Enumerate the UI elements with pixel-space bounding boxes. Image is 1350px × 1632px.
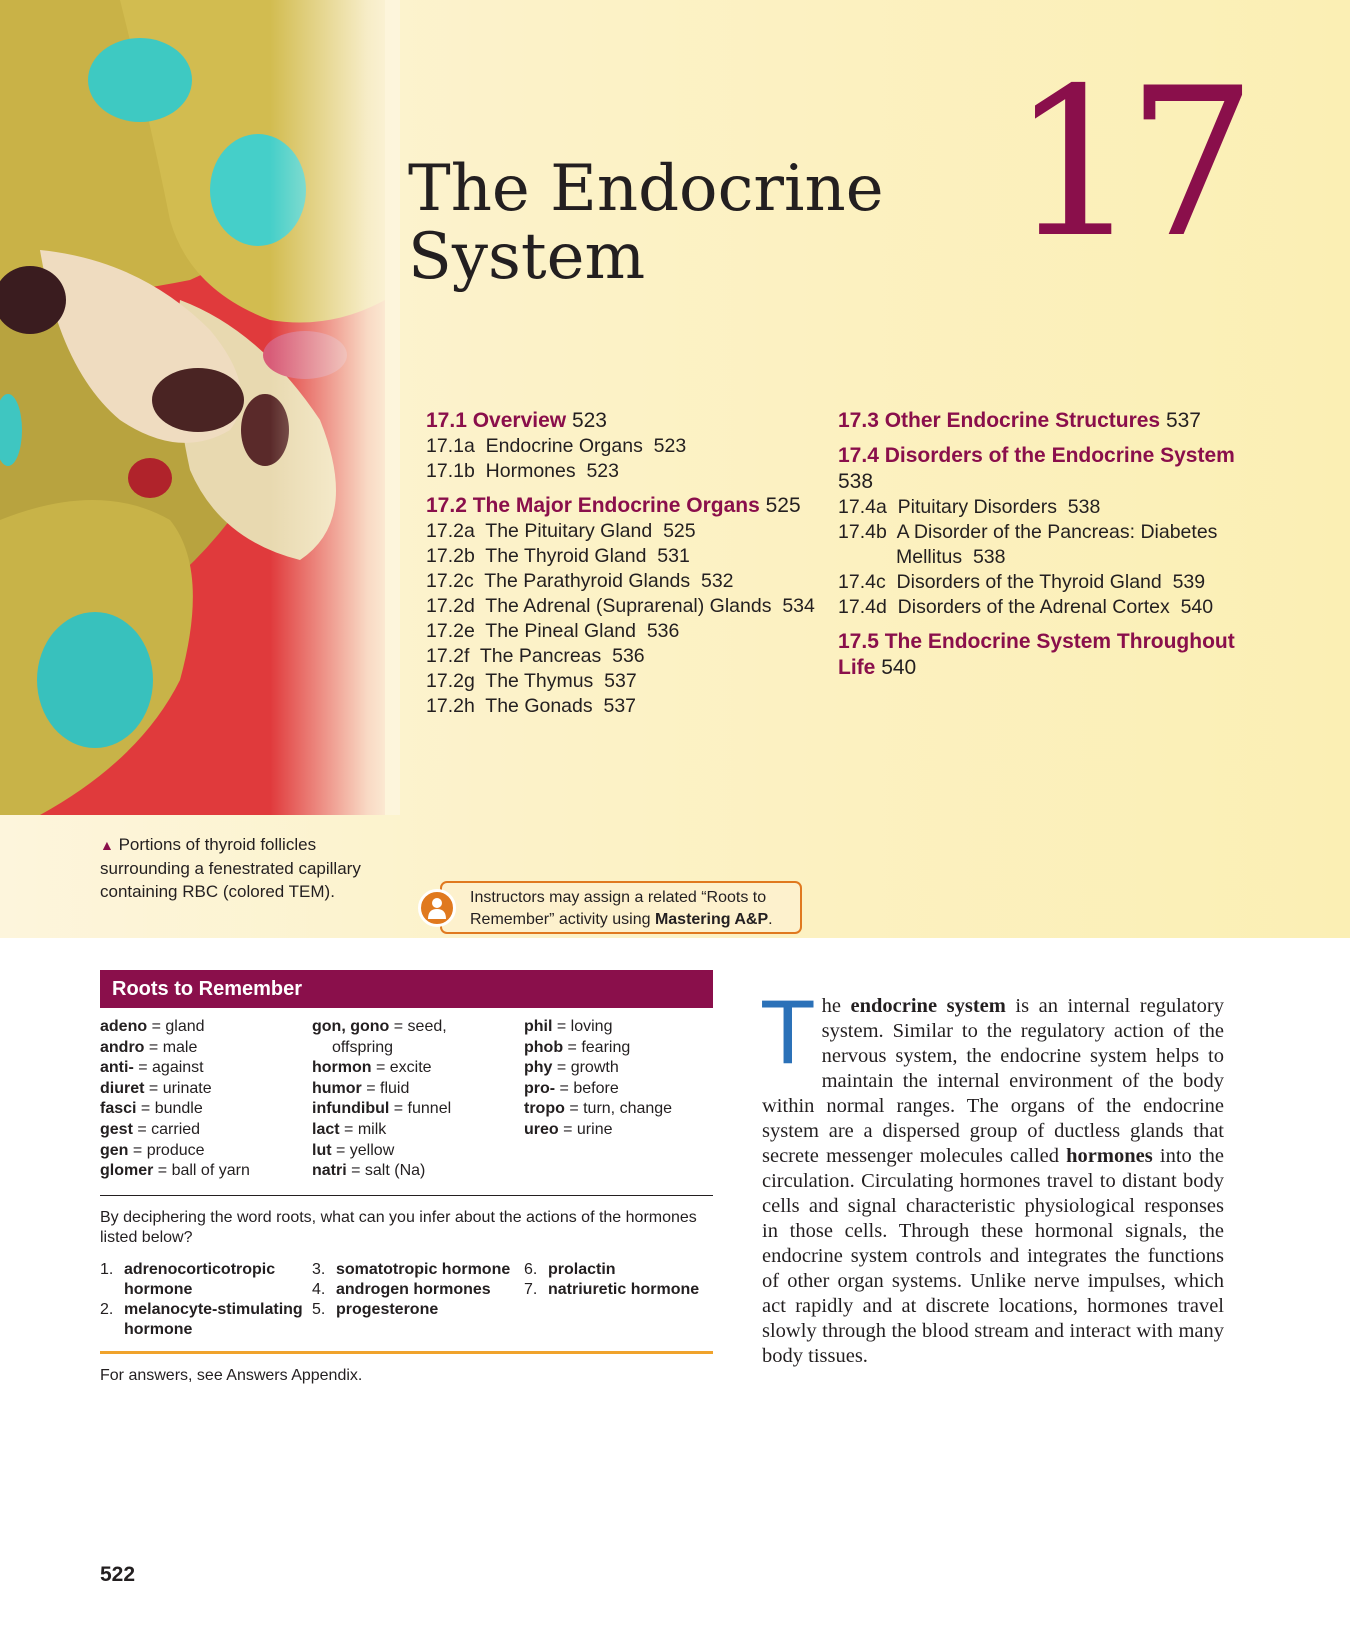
roots-to-remember-box (100, 889, 773, 1386)
answers-note: For answers, see Answers Appendix. (100, 1367, 363, 1384)
divider (100, 1195, 713, 1196)
hormone-list (100, 1260, 713, 1346)
toc-item[interactable]: 17.2g The Thymus 537 (426, 670, 637, 692)
toc-item[interactable]: 17.2h The Gonads 537 (426, 695, 637, 717)
chapter-title (408, 152, 928, 294)
caption-text: Portions of thyroid follicles surrounding a fenestrated capillary containing RBC (colored TEM). (100, 835, 361, 901)
toc-item[interactable]: 17.2b The Thyroid Gland 531 (426, 545, 690, 567)
toc-item[interactable]: 17.4c Disorders of the Thyroid Gland 539 (838, 571, 1206, 593)
hormone-item: 4. androgen hormones (312, 1281, 491, 1298)
word-root: natri = salt (Na) (312, 1162, 426, 1180)
key-term: hormones (1066, 1145, 1153, 1167)
hormone-item: 3. somatotropic hormone (312, 1261, 511, 1278)
word-root: phy = growth (524, 1059, 619, 1077)
word-root: humor = fluid (312, 1079, 410, 1097)
word-root: phil = loving (524, 1018, 613, 1035)
roots-title: Roots to Remember (112, 978, 303, 1000)
hormone-item: 6. prolactin (524, 1261, 616, 1278)
word-roots-column-1 (100, 1017, 305, 1182)
hormone-item: 1. adrenocorticotropic hormone (100, 1261, 276, 1298)
toc-item[interactable]: 17.4b A Disorder of the Pancreas: Diabetes Mellitus 538 (838, 521, 1218, 568)
word-root: ureo = urine (524, 1120, 613, 1138)
instructor-icon (418, 889, 456, 927)
chapter-number: 17 (1010, 45, 1243, 283)
word-root: adeno = gland (100, 1018, 205, 1035)
toc-section-17-5[interactable]: 17.5 The Endocrine System Throughout Life 540 (838, 630, 1235, 679)
toc-item[interactable]: 17.1a Endocrine Organs 523 (426, 435, 687, 457)
word-root: gest = carried (100, 1120, 201, 1138)
word-root: pro- = before (524, 1079, 619, 1097)
toc-item[interactable]: 17.2a The Pituitary Gland 525 (426, 520, 696, 542)
chapter-title-line-1: The Endocrine (408, 152, 884, 226)
toc-item[interactable]: 17.1b Hormones 523 (426, 460, 619, 482)
toc-section-17-2[interactable]: 17.2 The Major Endocrine Organs 525 (426, 494, 801, 517)
mastering-brand: Mastering A&P (654, 911, 769, 928)
image-fade-overlay (270, 0, 400, 815)
page-number: 522 (100, 1563, 136, 1586)
word-root: infundibul = funnel (312, 1100, 452, 1118)
word-root: lut = yellow (312, 1141, 395, 1159)
toc-item[interactable]: 17.2f The Pancreas 536 (426, 645, 645, 667)
word-root: lact = milk (312, 1120, 387, 1138)
key-term: endocrine system (850, 995, 1006, 1017)
word-roots-column-2 (312, 1017, 517, 1182)
hormone-item: 2. melanocyte-stimulating hormone (100, 1301, 303, 1338)
word-root: hormon = excite (312, 1059, 432, 1077)
word-root: gen = produce (100, 1141, 205, 1159)
word-root: glomer = ball of yarn (100, 1162, 250, 1180)
word-roots-list (100, 1017, 713, 1195)
toc-item[interactable]: 17.4d Disorders of the Adrenal Cortex 540 (838, 596, 1214, 618)
toc-item[interactable]: 17.2e The Pineal Gland 536 (426, 620, 680, 642)
word-root: diuret = urinate (100, 1079, 212, 1097)
word-root-continuation: offspring (332, 1038, 394, 1056)
toc-section-17-3[interactable]: 17.3 Other Endocrine Structures 537 (838, 409, 1201, 432)
word-root: andro = male (100, 1038, 198, 1056)
mastering-text: Instructors may assign a related “Roots to Remember” activity using (470, 889, 767, 928)
toc-item[interactable]: 17.2c The Parathyroid Glands 532 (426, 570, 734, 592)
divider (100, 1351, 713, 1354)
word-root: tropo = turn, change (524, 1100, 673, 1118)
table-of-contents-left (426, 408, 826, 719)
caption-triangle-icon: ▲ (100, 837, 114, 853)
hormone-column-3 (524, 1260, 734, 1300)
toc-item[interactable]: 17.2d The Adrenal (Suprarenal) Glands 534 (426, 595, 815, 617)
image-caption (100, 833, 400, 903)
mastering-callout (418, 881, 773, 936)
hormone-item: 5. progesterone (312, 1301, 439, 1318)
hormone-column-2 (312, 1260, 522, 1320)
roots-question: By deciphering the word roots, what can you infer about the actions of the hormones listed below? (100, 1209, 697, 1246)
word-root: anti- = against (100, 1059, 204, 1077)
toc-section-17-4[interactable]: 17.4 Disorders of the Endocrine System 538 (838, 444, 1235, 493)
table-of-contents-right (838, 408, 1238, 681)
hormone-column-1 (100, 1260, 310, 1340)
roots-header-bar (100, 889, 773, 1008)
toc-item[interactable]: 17.4a Pituitary Disorders 538 (838, 496, 1101, 518)
word-root: fasci = bundle (100, 1100, 203, 1118)
word-root: gon, gono = seed, (312, 1018, 447, 1035)
drop-cap: T (760, 982, 816, 1083)
toc-section-17-1[interactable]: 17.1 Overview 523 (426, 409, 607, 432)
mastering-note: Instructors may assign a related “Roots to Remember” activity using Mastering A&P. (440, 881, 802, 934)
hormone-item: 7. natriuretic hormone (524, 1281, 700, 1298)
chapter-title-line-2: System (408, 220, 646, 294)
intro-paragraph: The endocrine system is an internal regulatory system. Similar to the regulatory action of the nervous system, the endocrine system helps to maintain the internal environment of the body within normal ranges. The organs of the endocrine system are a dispersed group of ductless glands that secrete messenger molecules called hormones into the circulation. Circulating hormones travel to distant body cells and signal characteristic physiological responses in those cells. Through these hormonal signals, the endocrine system controls and integrates the functions of other organ systems. Unlike nerve impulses, which act rapidly and at discrete locations, hormones travel slowly through the blood stream and interact with many body tissues. (760, 982, 1224, 1367)
word-root: phob = fearing (524, 1038, 631, 1056)
word-roots-column-3 (524, 1017, 729, 1141)
